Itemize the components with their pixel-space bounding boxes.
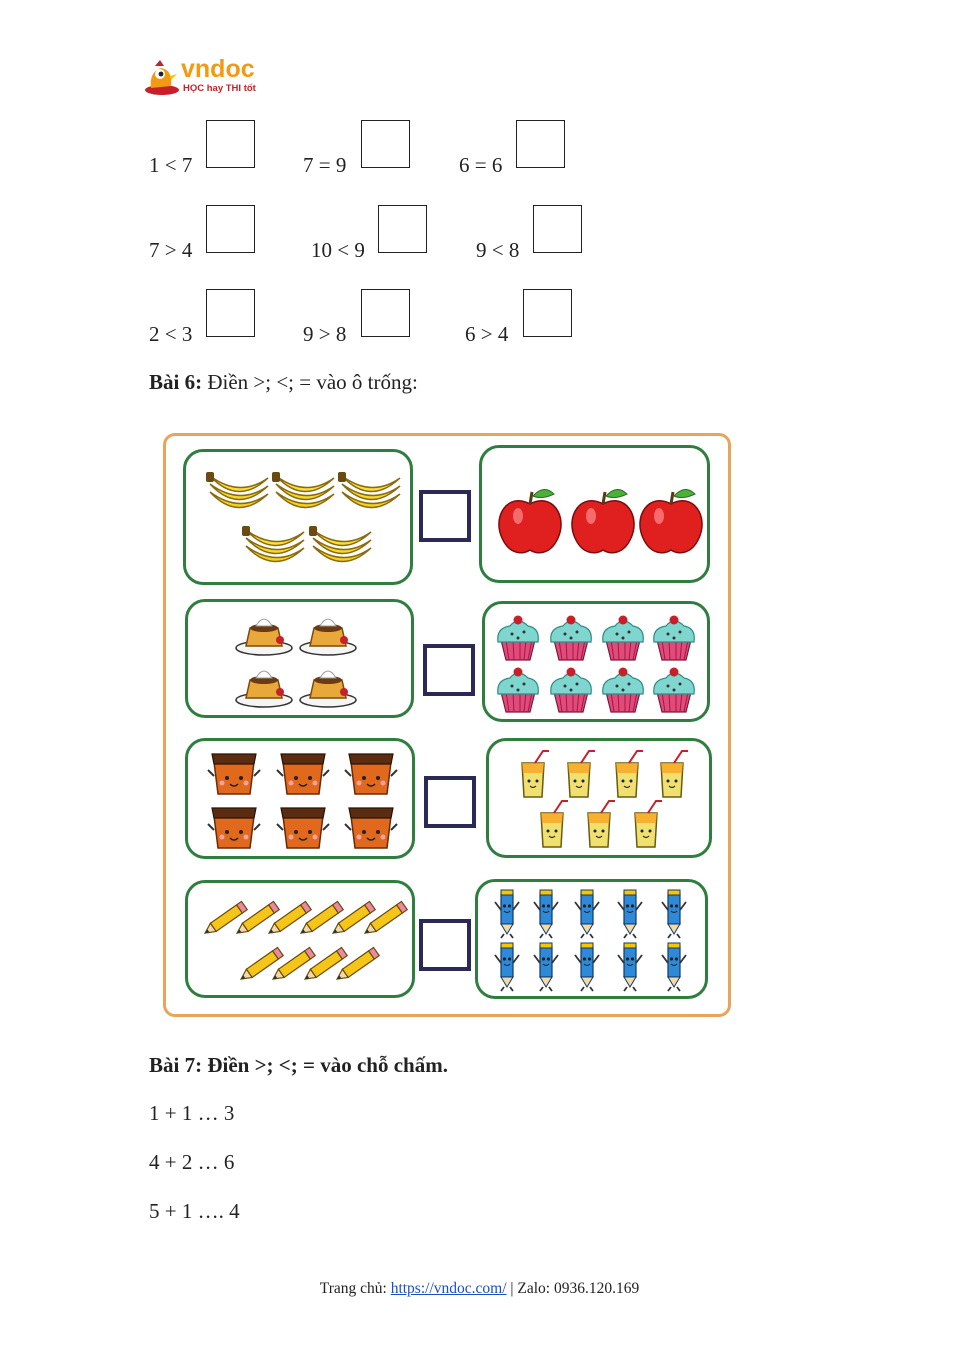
right-panel-apples	[479, 445, 710, 583]
pencil-character-icon	[618, 943, 642, 991]
juice-glass-icon	[568, 751, 595, 797]
exercise-7-item: 4 + 2 … 6	[149, 1150, 235, 1174]
juice-glass-icon	[635, 801, 662, 847]
answer-box[interactable]	[206, 120, 255, 168]
exercise-7-label: Bài 7: Điền >; <; = vào chỗ chấm.	[149, 1053, 448, 1077]
cupcake-icon	[654, 616, 695, 661]
banana-icon	[242, 526, 304, 562]
cake-slice-icon	[345, 808, 397, 848]
picture-answer-box[interactable]	[419, 490, 471, 542]
cake-slice-icon	[208, 754, 260, 794]
juice-glass-icon	[588, 801, 615, 847]
answer-box[interactable]	[206, 289, 255, 337]
answer-box[interactable]	[533, 205, 582, 253]
banana-icon	[206, 472, 268, 508]
apple-icon	[572, 489, 634, 552]
pudding-icon	[236, 671, 292, 707]
comparison-text: 7 > 4	[149, 238, 193, 262]
answer-box[interactable]	[378, 205, 427, 253]
pudding-icon	[300, 671, 356, 707]
picture-answer-box[interactable]	[424, 776, 476, 828]
left-panel-cake-slices	[185, 738, 415, 859]
cake-slice-icon	[277, 808, 329, 848]
logo-wordmark: vndoc	[181, 55, 255, 83]
answer-box[interactable]	[523, 289, 572, 337]
comparison-text: 2 < 3	[149, 322, 193, 346]
exercise-7-item: 1 + 1 … 3	[149, 1101, 235, 1125]
banana-icon	[309, 526, 371, 562]
pencil-character-icon	[495, 943, 519, 991]
pencil-character-icon	[575, 943, 599, 991]
left-panel-pencils	[185, 880, 415, 998]
picture-answer-box[interactable]	[423, 644, 475, 696]
pencil-character-icon	[534, 890, 558, 938]
right-panel-juice-glasses	[486, 738, 712, 858]
cupcake-icon	[603, 616, 644, 661]
exercise-6-heading	[149, 370, 418, 394]
exercise-7-heading	[149, 1053, 448, 1077]
juice-glass-icon	[616, 751, 643, 797]
footer-home-link[interactable]: https://vndoc.com/	[390, 1280, 507, 1297]
cake-slice-icon	[208, 808, 260, 848]
comparison-text: 6 > 4	[465, 322, 509, 346]
mascot-logo-icon	[143, 58, 181, 96]
pencil-character-icon	[662, 890, 686, 938]
banana-icon	[338, 472, 400, 508]
comparison-text: 10 < 9	[311, 238, 365, 262]
exercise-6-label: Bài 6:	[149, 370, 203, 394]
apple-icon	[640, 489, 702, 552]
answer-box[interactable]	[361, 120, 410, 168]
comparison-text: 9 > 8	[303, 322, 347, 346]
left-panel-puddings	[185, 599, 414, 718]
right-panel-cupcakes	[482, 601, 710, 722]
cake-slice-icon	[345, 754, 397, 794]
pencil-character-icon	[534, 943, 558, 991]
cupcake-icon	[498, 616, 539, 661]
exercise-6-instruction: Điền >; <; = vào ô trống:	[202, 370, 418, 394]
cupcake-icon	[498, 668, 539, 713]
footer-prefix: Trang chủ:	[319, 1280, 391, 1297]
picture-answer-box[interactable]	[419, 919, 471, 971]
page-footer	[0, 1279, 959, 1299]
footer-contact: | Zalo: 0936.120.169	[506, 1280, 640, 1297]
answer-box[interactable]	[361, 289, 410, 337]
juice-glass-icon	[522, 751, 549, 797]
pudding-icon	[236, 619, 292, 655]
pencil-character-icon	[575, 890, 599, 938]
cupcake-icon	[654, 668, 695, 713]
comparison-text: 7 = 9	[303, 153, 347, 177]
comparison-text: 1 < 7	[149, 153, 193, 177]
cupcake-icon	[603, 668, 644, 713]
logo-tagline: HỌC hay THI tốt	[183, 83, 256, 94]
pudding-icon	[300, 619, 356, 655]
answer-box[interactable]	[206, 205, 255, 253]
pencil-character-icon	[495, 890, 519, 938]
juice-glass-icon	[661, 751, 688, 797]
comparison-text: 6 = 6	[459, 153, 503, 177]
right-panel-pencil-characters	[475, 879, 708, 999]
vndoc-logo	[143, 56, 273, 98]
exercise-7-item: 5 + 1 …. 4	[149, 1199, 240, 1223]
comparison-text: 9 < 8	[476, 238, 520, 262]
answer-box[interactable]	[516, 120, 565, 168]
banana-icon	[272, 472, 334, 508]
pencil-character-icon	[662, 943, 686, 991]
cupcake-icon	[551, 616, 592, 661]
cupcake-icon	[551, 668, 592, 713]
pencil-character-icon	[618, 890, 642, 938]
cake-slice-icon	[277, 754, 329, 794]
apple-icon	[499, 489, 561, 552]
juice-glass-icon	[541, 801, 568, 847]
left-panel-bananas	[183, 449, 413, 585]
